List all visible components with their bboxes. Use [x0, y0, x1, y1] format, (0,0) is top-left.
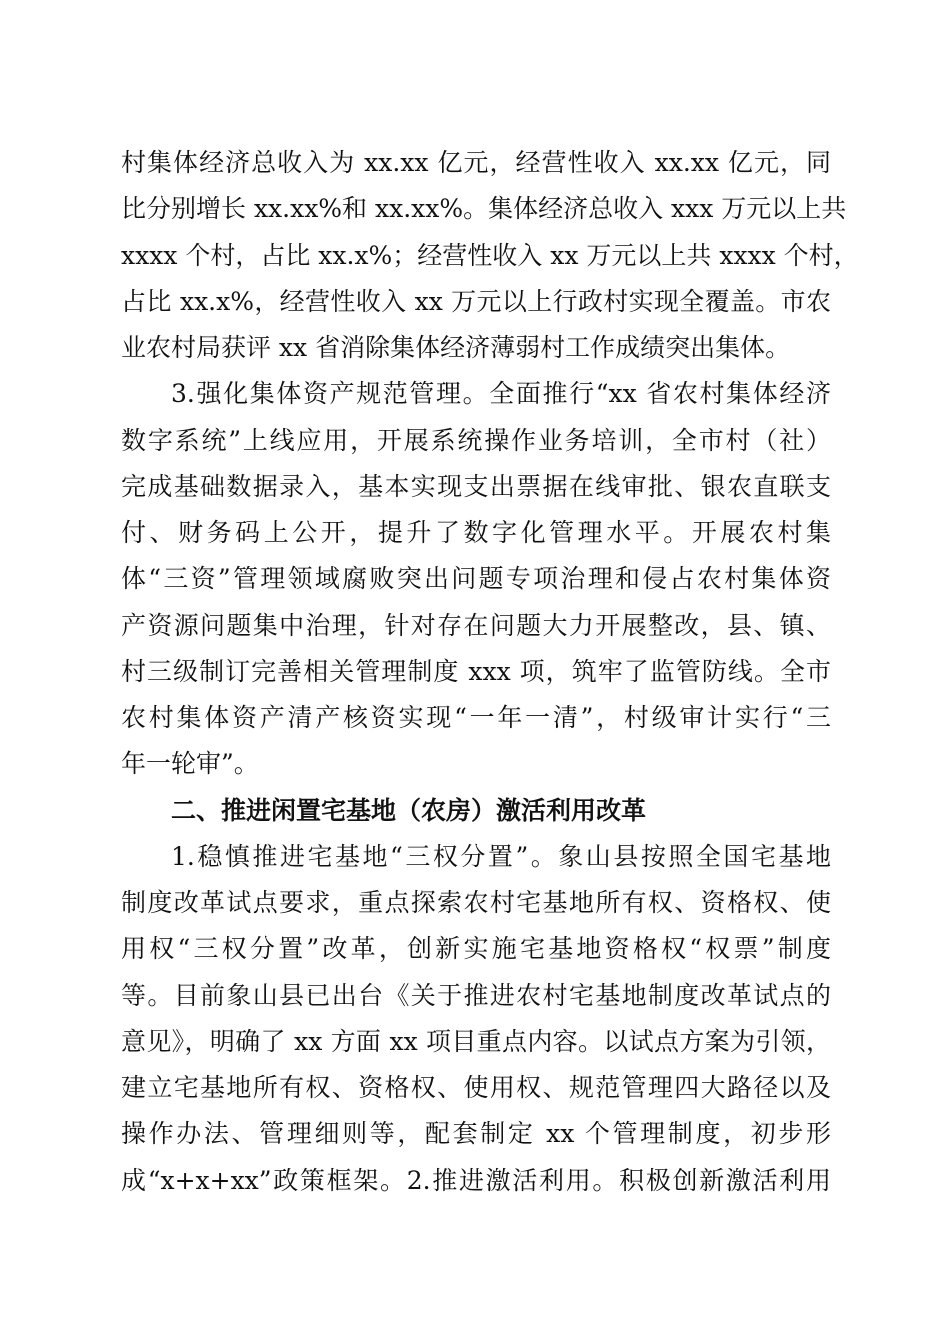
paragraph-line: 等。目前象山县已出台《关于推进农村宅基地制度改革试点的 [121, 980, 831, 1010]
paragraph-line: 体“三资”管理领域腐败突出问题专项治理和侵占农村集体资 [121, 564, 831, 594]
paragraph-line: 操作办法、管理细则等，配套制定 xx 个管理制度，初步形 [121, 1119, 831, 1149]
paragraph-line: 业农村局获评 xx 省消除集体经济薄弱村工作成绩突出集体。 [121, 333, 791, 362]
paragraph-line: 村三级制订完善相关管理制度 xxx 项，筑牢了监管防线。全市 [121, 656, 831, 686]
paragraph-line: 产资源问题集中治理，针对存在问题大力开展整改，县、镇、 [121, 610, 831, 640]
paragraph-line: 3.强化集体资产规范管理。全面推行“xx 省农村集体经济 [171, 379, 831, 409]
section-heading: 二、推进闲置宅基地（农房）激活利用改革 [171, 795, 647, 825]
paragraph-line: 村集体经济总收入为 xx.xx 亿元，经营性收入 xx.xx 亿元，同 [121, 148, 831, 177]
paragraph-line: 建立宅基地所有权、资格权、使用权、规范管理四大路径以及 [121, 1073, 831, 1102]
paragraph-line: 制度改革试点要求，重点探索农村宅基地所有权、资格权、使 [121, 888, 831, 917]
paragraph-line: 比分别增长 xx.xx%和 xx.xx%。集体经济总收入 xxx 万元以上共 [121, 194, 847, 224]
paragraph-line: 年一轮审”。 [121, 749, 259, 779]
paragraph-line: 1.稳慎推进宅基地“三权分置”。象山县按照全国宅基地 [171, 841, 831, 871]
paragraph-line: 农村集体资产清产核资实现“一年一清”，村级审计实行“三 [121, 703, 831, 732]
document-body [121, 140, 859, 1204]
paragraph-line: 数字系统”上线应用，开展系统操作业务培训，全市村（社） [121, 425, 831, 455]
paragraph-line: 成“x+x+xx”政策框架。2.推进激活利用。积极创新激活利用 [121, 1165, 831, 1195]
paragraph-line: 付、财务码上公开，提升了数字化管理水平。开展农村集 [121, 518, 831, 547]
paragraph-line: 意见》，明确了 xx 方面 xx 项目重点内容。以试点方案为引领， [121, 1026, 831, 1056]
paragraph-line: 完成基础数据录入，基本实现支出票据在线审批、银农直联支 [121, 471, 831, 501]
paragraph-line: xxxx 个村，占比 xx.x%；经营性收入 xx 万元以上共 xxxx 个村， [121, 240, 859, 270]
paragraph-line: 占比 xx.x%，经营性收入 xx 万元以上行政村实现全覆盖。市农 [121, 286, 831, 316]
paragraph-line: 用权“三权分置”改革，创新实施宅基地资格权“权票”制度 [121, 934, 831, 964]
